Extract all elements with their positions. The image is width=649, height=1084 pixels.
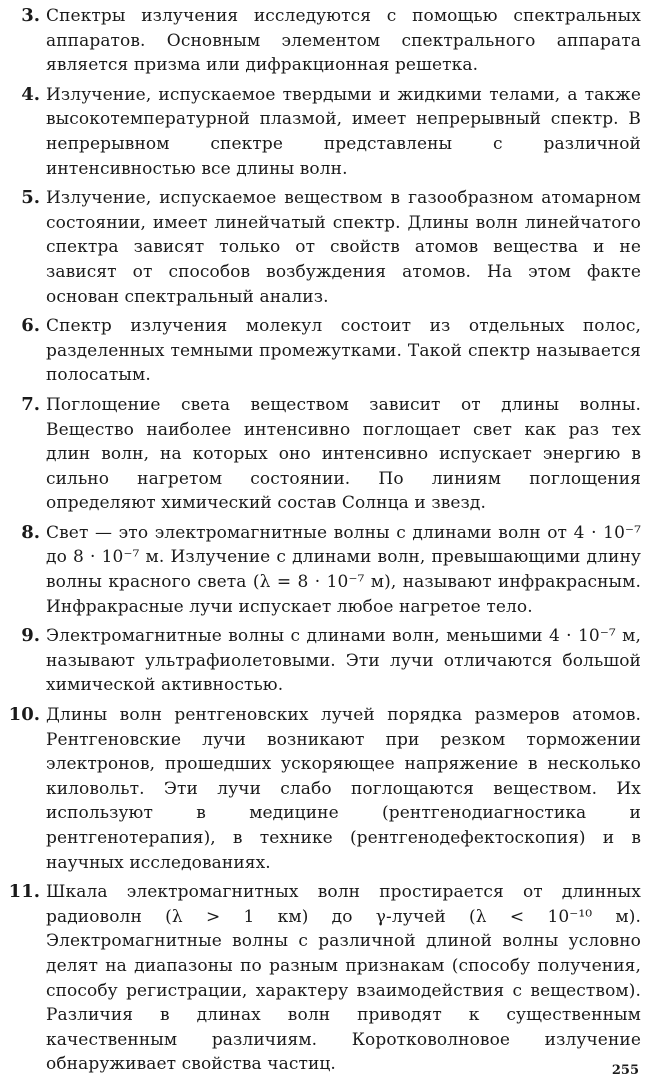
- list-item-7: [8, 393, 641, 516]
- page-body: [8, 4, 641, 1082]
- item-number: 10.: [8, 704, 40, 726]
- item-number: 8.: [21, 521, 40, 543]
- item-number: 5.: [21, 187, 40, 209]
- list-item-4: [8, 83, 641, 181]
- item-text: Длины волн рентгеновских лучей порядка размеров атомов. Рентгеновские лучи возникают при резком торможении электронов, прошедших ускоряющее напряжение в несколько киловольт. Эти лучи слабо поглощаются веществом. Их используют в медицине (рентгенодиагностика и рентгенотерапия), в технике (рентгенодефектоскопия) и в научных исследованиях.: [46, 705, 641, 873]
- list-item-10: [8, 703, 641, 875]
- item-number: 3.: [21, 5, 40, 26]
- item-text: Излучение, испускаемое веществом в газообразном атомарном состоянии, имеет линейчатый спектр. Длины волн линейчатого спектра зависят только от свойств атомов вещества и не зависят от способов возбуждения атомов. На этом факте основан спектральный анализ.: [46, 188, 641, 307]
- list-item-3: [8, 4, 641, 78]
- item-number: 7.: [21, 393, 40, 415]
- list-item-5: [8, 186, 641, 309]
- item-text: Излучение, испускаемое твердыми и жидкими телами, а также высокотемпературной плазмой, имеет непрерывный спектр. В непрерывном спектре представлены с различной интенсивностью все длины волн.: [46, 84, 641, 179]
- item-text: Спектр излучения молекул состоит из отдельных полос, разделенных темными промежутками. Такой спектр называется полосатым.: [46, 316, 641, 386]
- item-number: 6.: [21, 315, 40, 337]
- list-item-9: [8, 624, 641, 698]
- item-number: 9.: [21, 625, 40, 647]
- list-item-6: [8, 314, 641, 388]
- list-item-8: [8, 521, 641, 619]
- item-number: 11.: [8, 881, 40, 903]
- item-number: 4.: [21, 83, 40, 105]
- item-text: Электромагнитные волны с длинами волн, меньшими 4 · 10⁻⁷ м, называют ультрафиолетовыми. Эти лучи отличаются большой химической активностью.: [46, 626, 641, 696]
- page-number: 255: [611, 1063, 639, 1078]
- list-item-11: [8, 880, 641, 1077]
- item-text: Шкала электромагнитных волн простирается от длинных радиоволн (λ > 1 км) до γ-лучей (λ < 10⁻¹⁰ м). Электромагнитные волны с различной длиной волны условно делят на диапазоны по разным признакам (способу получения, способу регистрации, характеру взаимодействия с веществом). Различия в длинах волн приводят к существенным качественным различиям. Коротковолновое излучение обнаруживает свойства частиц.: [46, 882, 641, 1075]
- item-text: Спектры излучения исследуются с помощью спектральных аппаратов. Основным элементом спектрального аппарата является призма или дифракционная решетка.: [46, 6, 641, 76]
- item-text: Свет — это электромагнитные волны с длинами волн от 4 · 10⁻⁷ до 8 · 10⁻⁷ м. Излучение с длинами волн, превышающими длину волны красного света (λ = 8 · 10⁻⁷ м), называют инфракрасным. Инфракрасные лучи испускает любое нагретое тело.: [46, 522, 641, 617]
- item-text: Поглощение света веществом зависит от длины волны. Вещество наиболее интенсивно поглощает свет как раз тех длин волн, на которых оно интенсивно испускает энергию в сильно нагретом состоянии. По линиям поглощения определяют химический состав Солнца и звезд.: [46, 394, 641, 514]
